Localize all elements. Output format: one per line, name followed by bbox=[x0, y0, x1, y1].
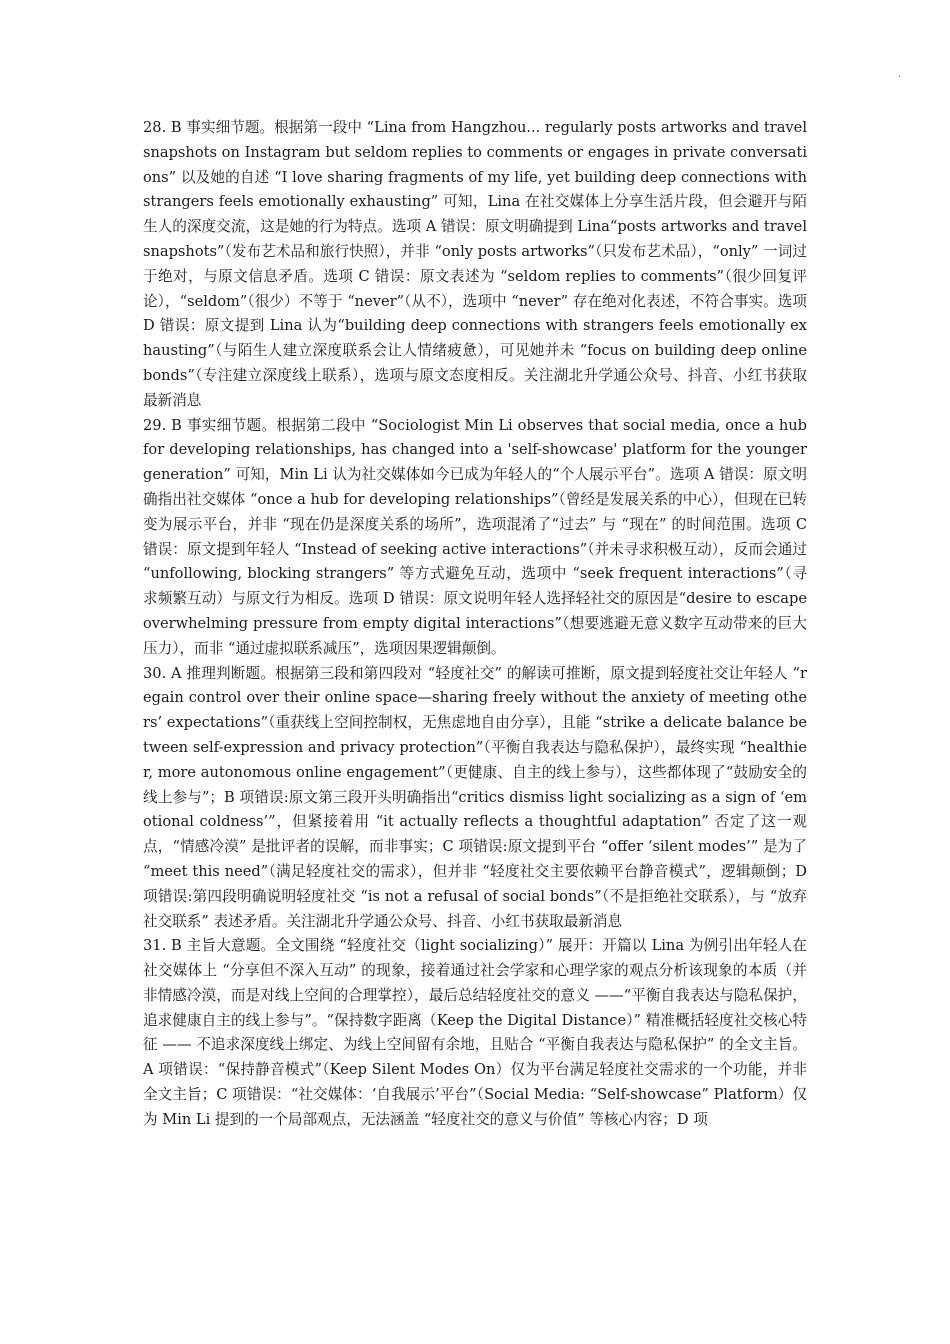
explanation-q28: 28. B 事实细节题。根据第一段中 “Lina from Hangzhou... regularly posts artworks and travel snapshots on Instagram but seldom replies to comments or engages in private conversations” 以及她的自述 “I love sharing fragments of my life, yet building deep connections with strangers feels emotionally exhausting” 可知，Lina 在社交媒体上分享生活片段，但会避开与陌生人的深度交流，这是她的行为特点。选项 A 错误：原文明确提到 Lina“posts artworks and travel snapshots”（发布艺术品和旅行快照），并非 “only posts artworks”（只发布艺术品），“only” 一词过于绝对，与原文信息矛盾。选项 C 错误：原文表述为 “seldom replies to comments”（很少回复评论），“seldom”（很少）不等于 “never”（从不），选项中 “never” 存在绝对化表述，不符合事实。选项 D 错误：原文提到 Lina 认为“building deep connections with strangers feels emotionally exhausting”（与陌生人建立深度联系会让人情绪疲惫），可见她并未 “focus on building deep online bonds”（专注建立深度线上联系），选项与原文态度相反。关注湖北升学通公众号、抖音、小红书获取最新消息 bbox=[143, 119, 807, 409]
answer-explanations bbox=[143, 116, 807, 1133]
explanation-q30: 30. A 推理判断题。根据第三段和第四段对 “轻度社交” 的解读可推断，原文提到轻度社交让年轻人 “regain control over their online space—sharing freely without the anxiety of meeting others’ expectations”（重获线上空间控制权，无焦虑地自由分享），且能 “strike a delicate balance between self-expression and privacy protection”（平衡自我表达与隐私保护），最终实现 “healthier, more autonomous online engagement”（更健康、自主的线上参与），这些都体现了“鼓励安全的线上参与”；B 项错误:原文第三段开头明确指出“critics dismiss light socializing as a sign of ‘emotional coldness’”，但紧接着用 “it actually reflects a thoughtful adaptation” 否定了这一观点，“情感冷漠” 是批评者的误解，而非事实；C 项错误:原文提到平台 “offer ‘silent modes’” 是为了 “meet this need”（满足轻度社交的需求），但并非 “轻度社交主要依赖平台静音模式”，逻辑颠倒；D 项错误:第四段明确说明轻度社交 “is not a refusal of social bonds”（不是拒绝社交联系），与 “放弃社交联系” 表述矛盾。关注湖北升学通公众号、抖音、小红书获取最新消息 bbox=[143, 664, 807, 930]
explanation-q31: 31. B 主旨大意题。全文围绕 “轻度社交（light socializing）” 展开：开篇以 Lina 为例引出年轻人在社交媒体上 “分享但不深入互动” 的现象，接着通过社会学家和心理学家的观点分析该现象的本质（并非情感冷漠，而是对线上空间的合理掌控），最后总结轻度社交的意义 ——“平衡自我表达与隐私保护，追求健康自主的线上参与”。“保持数字距离（Keep the Digital Distance）” 精准概括轻度社交核心特征 —— 不追求深度线上绑定、为线上空间留有余地，且贴合 “平衡自我表达与隐私保护” 的全文主旨。A 项错误：“保持静音模式”（Keep Silent Modes On）仅为平台满足轻度社交需求的一个功能，并非全文主旨；C 项错误：“社交媒体：‘自我展示’平台”（Social Media: “Self-showcase” Platform）仅为 Min Li 提到的一个局部观点，无法涵盖 “轻度社交的意义与价值” 等核心内容；D 项 bbox=[143, 937, 807, 1128]
explanation-q29: 29. B 事实细节题。根据第二段中 “Sociologist Min Li observes that social media, once a hub for developing relationships, has changed into a 'self-showcase' platform for the younger generation” 可知，Min Li 认为社交媒体如今已成为年轻人的“个人展示平台”。选项 A 错误：原文明确指出社交媒体 “once a hub for developing relationships”（曾经是发展关系的中心），但现在已转变为展示平台，并非 “现在仍是深度关系的场所”，选项混淆了“过去” 与 “现在” 的时间范围。选项 C 错误：原文提到年轻人 “Instead of seeking active interactions”（并未寻求积极互动），反而会通过 “unfollowing, blocking strangers” 等方式避免互动，选项中 “seek frequent interactions”（寻求频繁互动）与原文行为相反。选项 D 错误：原文说明年轻人选择轻社交的原因是“desire to escape overwhelming pressure from empty digital interactions”（想要逃避无意义数字互动带来的巨大压力），而非 “通过虚拟联系减压”，选项因果逻辑颠倒。 bbox=[143, 416, 807, 657]
corner-mark: . bbox=[898, 70, 901, 80]
